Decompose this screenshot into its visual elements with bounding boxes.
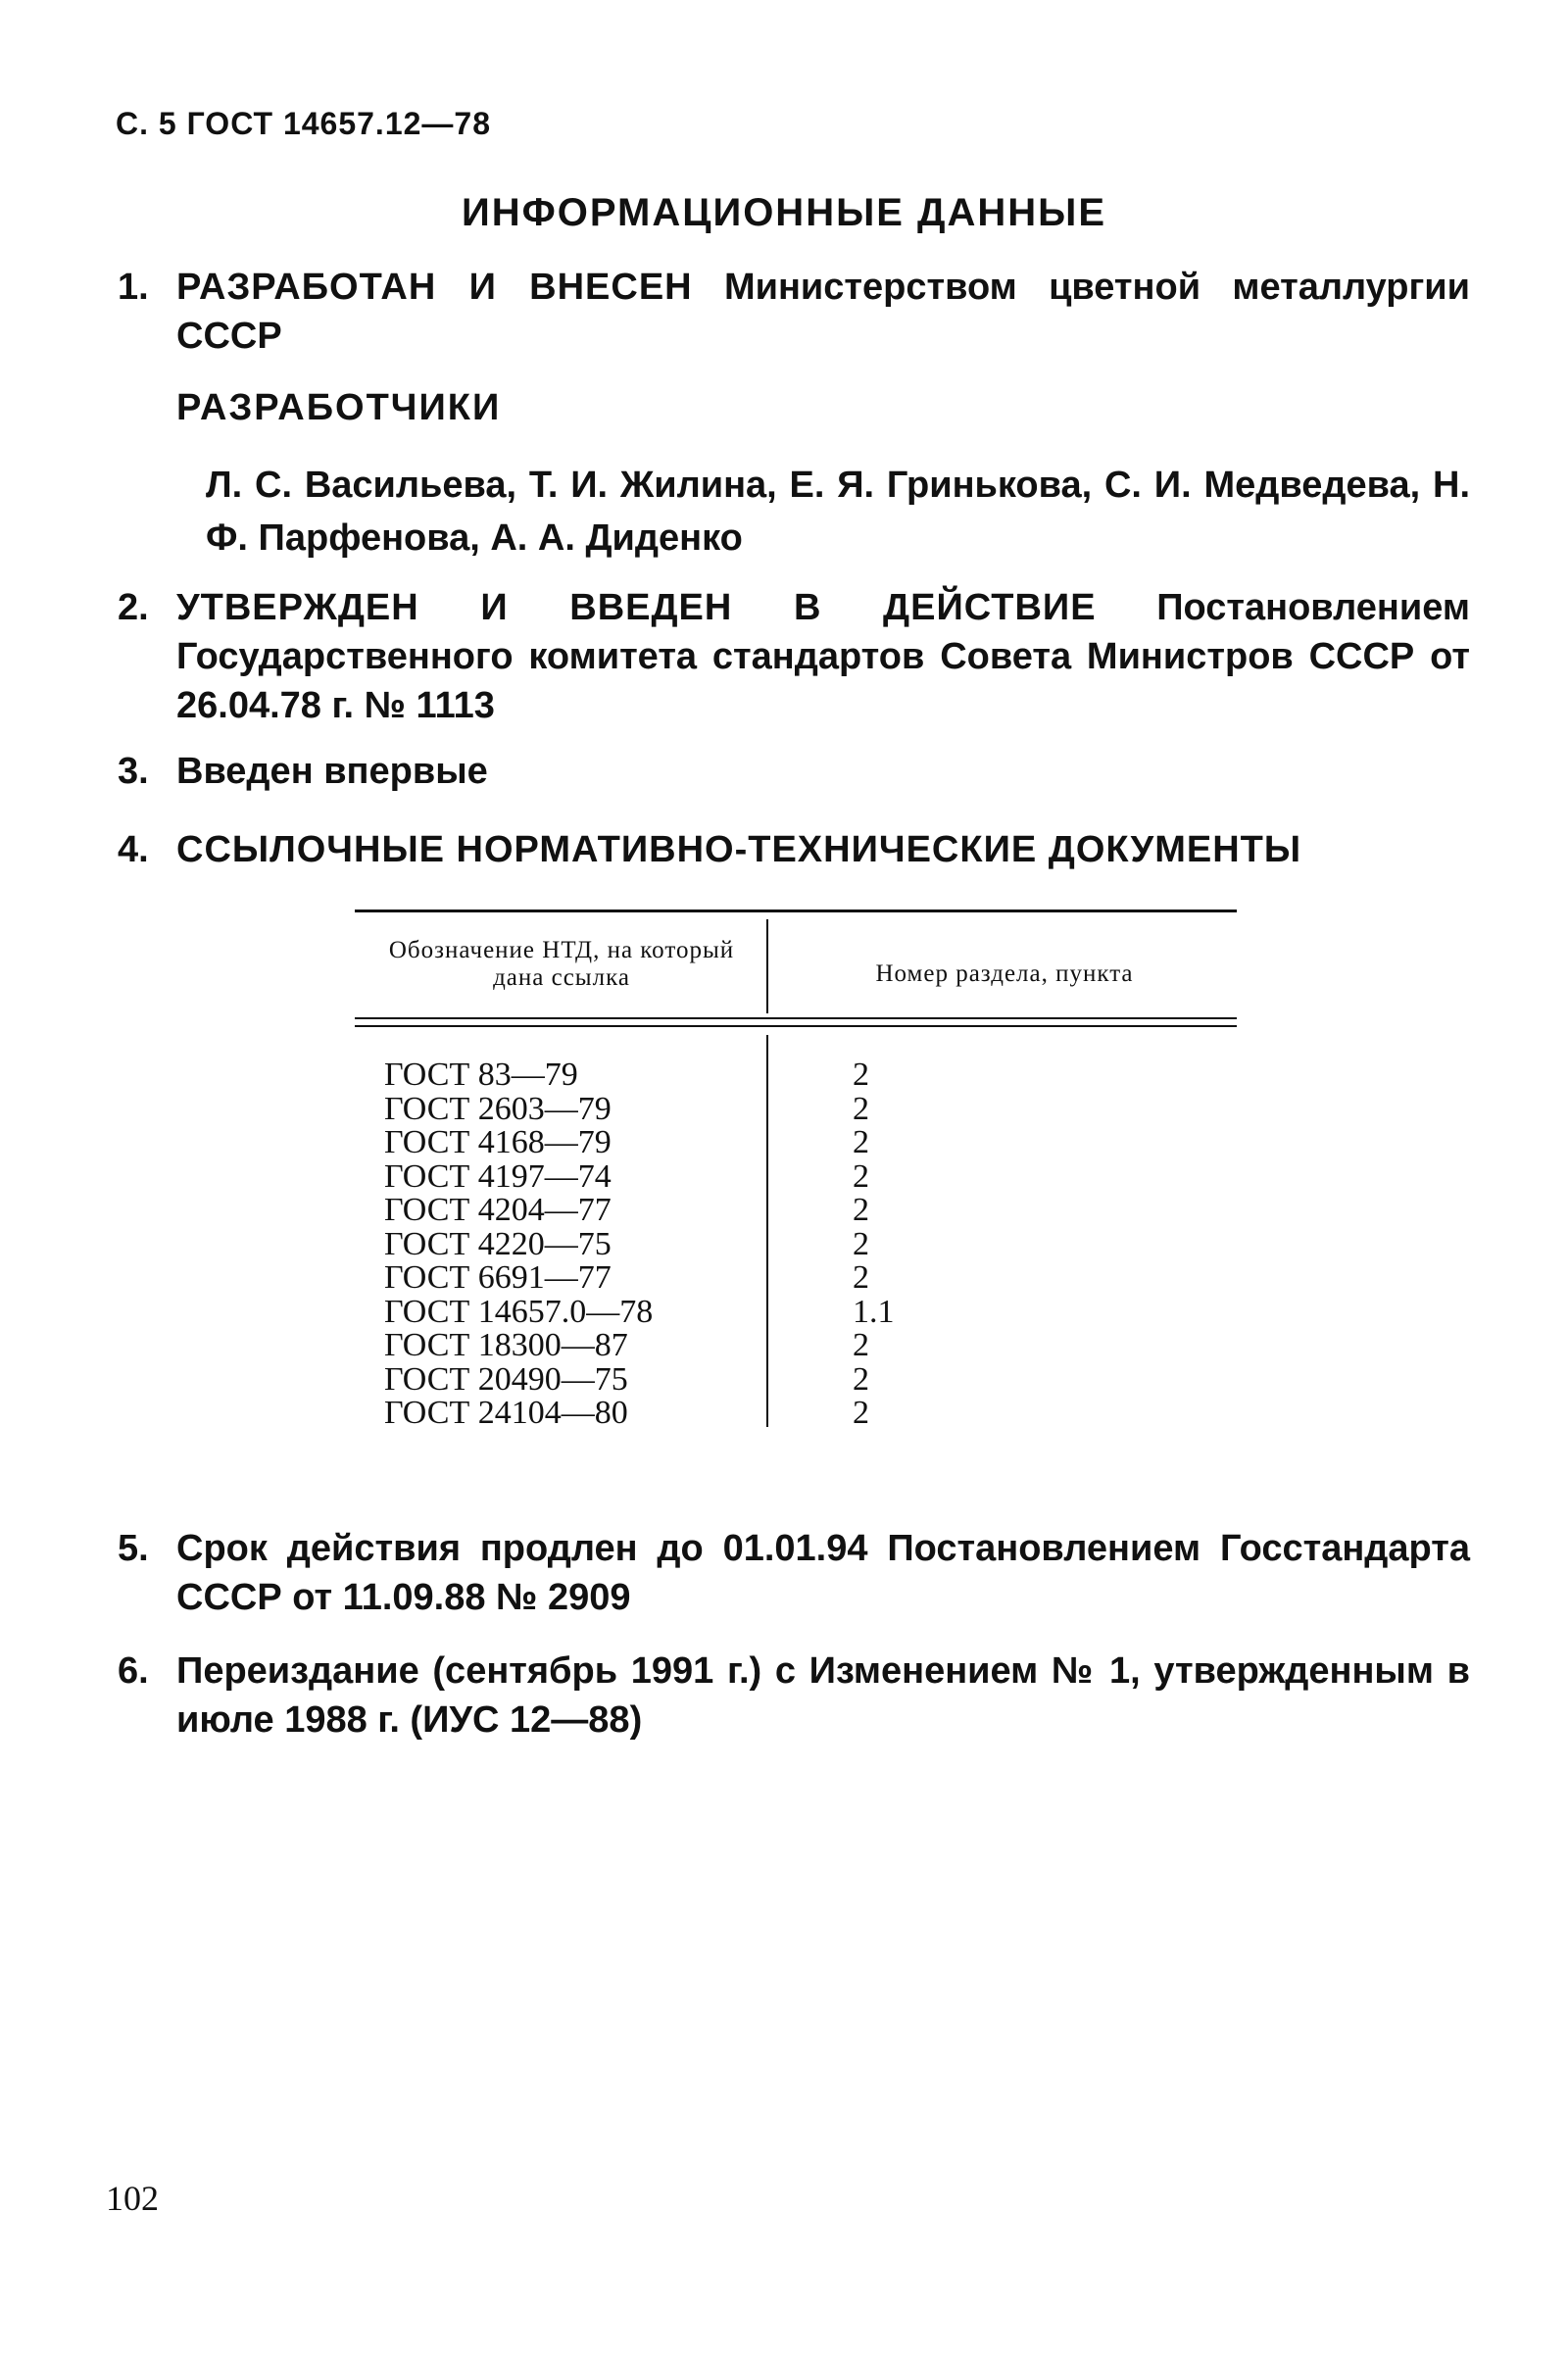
info-item-2 — [118, 583, 1470, 730]
info-item-5 — [118, 1524, 1470, 1622]
table-header-rule — [355, 1017, 1237, 1019]
table-cell-document: ГОСТ 18300—87 — [384, 1327, 628, 1363]
table-cell-section: 1.1 — [853, 1293, 895, 1330]
table-cell-section: 2 — [853, 1327, 869, 1363]
developers-heading: РАЗРАБОТЧИКИ — [176, 387, 502, 428]
table-cell-section: 2 — [853, 1395, 869, 1431]
table-cell-document: ГОСТ 4168—79 — [384, 1124, 612, 1160]
table-header-rule — [355, 1025, 1237, 1027]
table-column-divider — [766, 1035, 768, 1427]
table-cell-document: ГОСТ 6691—77 — [384, 1259, 612, 1296]
item-lead: РАЗРАБОТАН И ВНЕСЕН — [176, 267, 693, 308]
page-title: ИНФОРМАЦИОННЫЕ ДАННЫЕ — [461, 191, 1107, 234]
table-header-section: Номер раздела, пункта — [875, 960, 1134, 987]
table-cell-section: 2 — [853, 1124, 869, 1160]
table-cell-document: ГОСТ 4220—75 — [384, 1225, 612, 1262]
item-number: 3. — [118, 751, 149, 792]
table-cell-document: ГОСТ 24104—80 — [384, 1395, 628, 1431]
info-item-6 — [118, 1647, 1470, 1745]
table-cell-document: ГОСТ 4197—74 — [384, 1157, 612, 1195]
item-number: 5. — [118, 1528, 149, 1569]
table-cell-section: 2 — [853, 1057, 869, 1093]
developers-names: Л. С. Васильева, Т. И. Жилина, Е. Я. Гринькова, С. И. Медведева, Н. Ф. Парфенова, А. А. Диденко — [206, 465, 1470, 559]
table-column-divider — [766, 919, 768, 1013]
info-item-4 — [118, 825, 1470, 874]
item-text: Введен впервые — [176, 751, 488, 792]
running-head: С. 5 ГОСТ 14657.12—78 — [116, 106, 491, 141]
table-cell-section: 2 — [853, 1157, 869, 1195]
item-number: 1. — [118, 267, 149, 308]
table-cell-section: 2 — [853, 1360, 869, 1398]
item-text: Переиздание (сентябрь 1991 г.) с Изменением № 1, утвержденным в июле 1988 г. (ИУС 12—88) — [176, 1650, 1470, 1741]
table-cell-document: ГОСТ 20490—75 — [384, 1360, 628, 1398]
item-number: 4. — [118, 829, 149, 870]
table-cell-document: ГОСТ 4204—77 — [384, 1192, 612, 1228]
table-cell-section: 2 — [853, 1225, 869, 1262]
table-cell-section: 2 — [853, 1090, 869, 1127]
table-cell-document: ГОСТ 83—79 — [384, 1057, 578, 1093]
item-lead: ССЫЛОЧНЫЕ НОРМАТИВНО-ТЕХНИЧЕСКИЕ ДОКУМЕНТЫ — [176, 829, 1302, 870]
page-number: 102 — [106, 2179, 159, 2218]
item-number: 2. — [118, 587, 149, 628]
item-text: Постановлением Государственного комитета стандартов Совета Министров СССР от 26.04.78 г. № 1113 — [176, 587, 1470, 726]
table-cell-document: ГОСТ 2603—79 — [384, 1090, 612, 1127]
table-cell-section: 2 — [853, 1192, 869, 1228]
item-number: 6. — [118, 1650, 149, 1692]
item-text: Министерством цветной металлургии СССР — [176, 267, 1471, 357]
reference-documents-table — [355, 910, 1237, 1498]
table-top-rule — [355, 910, 1237, 912]
table-column-sections — [853, 1058, 1049, 1431]
table-header-document: Обозначение НТД, на который дана ссылка — [388, 937, 735, 991]
table-cell-document: ГОСТ 14657.0—78 — [384, 1293, 654, 1330]
table-column-documents — [384, 1058, 757, 1431]
table-cell-section: 2 — [853, 1259, 869, 1296]
item-lead: УТВЕРЖДЕН И ВВЕДЕН В ДЕЙСТВИЕ — [176, 587, 1097, 628]
info-item-3 — [118, 747, 1470, 796]
info-item-1 — [118, 263, 1470, 361]
item-text: Срок действия продлен до 01.01.94 Постановлением Госстандарта СССР от 11.09.88 № 2909 — [176, 1528, 1470, 1618]
